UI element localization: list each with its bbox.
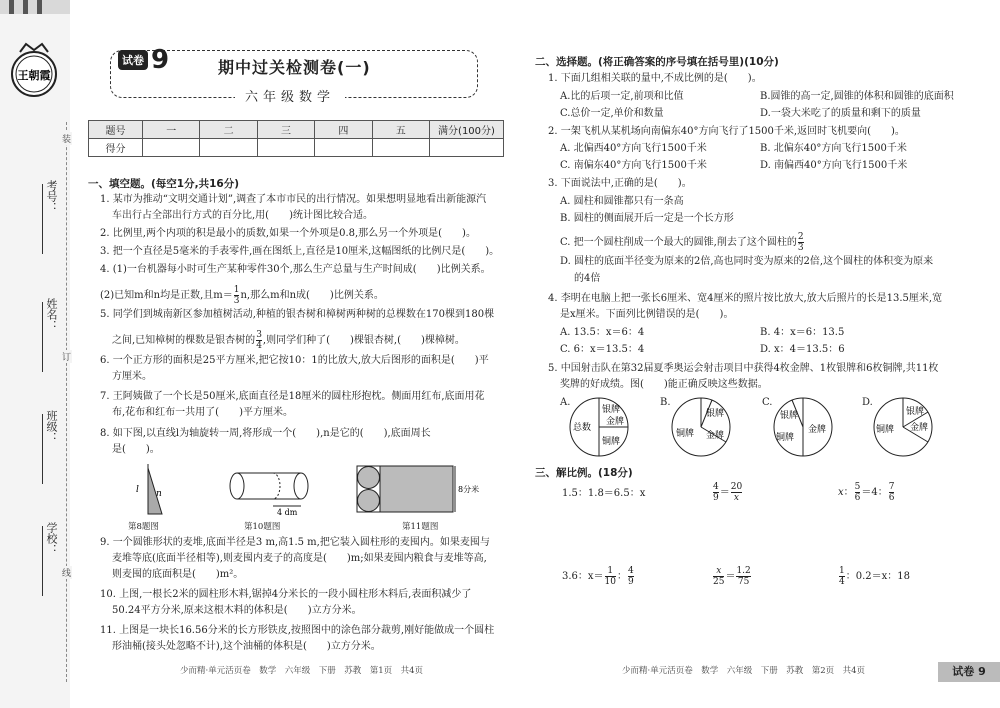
equation-2: $\frac{4}{9}$ ＝ $\frac{20}{x}$: [713, 482, 743, 503]
option[interactable]: A. 13.5：x＝6：4: [560, 327, 645, 338]
question-line: 9. 一个圆锥形状的麦堆,底面半径是3 m,高1.5 m,把它装入圆柱形的麦囤内。如果麦囤与: [100, 537, 490, 548]
caption-fig-11: 第11题图: [402, 522, 439, 532]
question-line: (2)已知m和n均是正数,且m＝ $\frac{1}{3}$ n,那么m和n成( )比例关系。: [100, 285, 384, 306]
svg-text:银牌: 银牌: [906, 407, 925, 417]
option[interactable]: D. x：4＝13.5：6: [760, 344, 845, 355]
pie-chart-c[interactable]: [772, 396, 834, 458]
question-line: 是( )。: [112, 444, 160, 455]
question-line: 50.24平方分米,原来这根木料的体积是( )立方分米。: [112, 605, 362, 616]
equation-4: 3.6：x＝ $\frac{1}{10}$ ： $\frac{4}{9}$: [562, 566, 634, 587]
badge-label: 试卷: [118, 50, 148, 70]
pie-option-letter[interactable]: D.: [862, 397, 873, 408]
question-line: 11. 上图是一块长16.56分米的长方形铁皮,按照图中的涂色部分裁剪,刚好能做成一个圆柱: [100, 625, 495, 636]
score-header-cell: 题号: [89, 121, 143, 139]
field-school[interactable]: 学校：: [36, 522, 59, 596]
question-line: 1. 某市为推动“文明交通计划”,调查了本市市民的出行情况。如果想明显地看出新能源汽: [100, 194, 487, 205]
svg-text:铜牌: 铜牌: [676, 429, 695, 439]
svg-text:银牌: 银牌: [780, 411, 799, 421]
score-header-cell: 满分(100分): [430, 121, 504, 139]
field-class[interactable]: 班级：: [36, 410, 59, 484]
score-cell[interactable]: [315, 139, 372, 157]
pie-chart-a[interactable]: [568, 396, 630, 458]
score-cell[interactable]: [200, 139, 257, 157]
question-line: 2. 比例里,两个内项的积是最小的质数,如果一个外项是0.8,那么另一个外项是( )。: [100, 228, 476, 239]
svg-text:金牌: 金牌: [808, 425, 827, 435]
field-name[interactable]: 姓名：: [36, 298, 59, 372]
corner-badge: 试卷 9: [938, 662, 1000, 682]
question-line: 7. 王阿姨做了一个长是50厘米,底面直径是18厘米的圆柱形抱枕。侧面用红布,底面用花: [100, 391, 485, 402]
question-line: 形油桶(接头处忽略不计),这个油桶的体积是( )立方分米。: [112, 641, 381, 652]
option: 的4倍: [574, 273, 601, 284]
pie-chart-b[interactable]: [670, 396, 732, 458]
option[interactable]: C.总价一定,单价和数量: [560, 108, 664, 119]
option[interactable]: C. 6：x＝13.5：4: [560, 344, 645, 355]
svg-text:铜牌: 铜牌: [776, 433, 795, 443]
svg-text:金牌: 金牌: [706, 431, 725, 441]
question-line: 则麦囤的底面积是( )m²。: [112, 569, 244, 580]
svg-text:银牌: 银牌: [602, 405, 621, 415]
option[interactable]: B.圆锥的高一定,圆锥的体积和圆锥的底面积: [760, 91, 954, 102]
fraction: $\frac{3}{4}$: [256, 330, 262, 351]
equation-3: x： $\frac{5}{6}$ ＝4： $\frac{7}{6}$: [838, 482, 895, 503]
svg-text:总数: 总数: [573, 423, 592, 433]
question-line: 5. 中国射击队在第32届夏季奥运会射击项目中获得4枚金牌、1枚银牌和6枚铜牌,共11枚: [548, 363, 939, 374]
question-line: 布,花布和红布一共用了( )平方厘米。: [112, 407, 293, 418]
score-cell[interactable]: [372, 139, 429, 157]
option[interactable]: C. 南偏东40°方向飞行1500千米: [560, 160, 707, 171]
fraction: $\frac{2}{3}$: [797, 232, 804, 253]
option[interactable]: A. 北偏西40°方向飞行1500千米: [560, 143, 707, 154]
score-header-cell: 一: [143, 121, 200, 139]
section-1-title: 一、填空题。(每空1分,共16分): [88, 178, 240, 190]
equation-1: 1.5：1.8＝6.5：x: [562, 488, 646, 499]
score-header-cell: 四: [315, 121, 372, 139]
cut-mark-1: 装: [61, 132, 72, 145]
option[interactable]: B. 北偏东40°方向飞行1500千米: [760, 143, 907, 154]
label-n: n: [156, 489, 162, 499]
option[interactable]: D.一袋大米吃了的质量和剩下的质量: [760, 108, 921, 119]
question-line: 4. (1)一台机器每小时可生产某种零件30个,那么生产总量与生产时间成( )比例关系。: [100, 264, 491, 275]
option[interactable]: B. 4：x＝6：13.5: [760, 327, 845, 338]
option[interactable]: C. 把一个圆柱削成一个最大的圆锥,削去了这个圆柱的 $\frac{2}{3}$: [560, 232, 804, 253]
figure-11-sheet: [355, 464, 490, 516]
option[interactable]: B. 圆柱的侧面展开后一定是一个长方形: [560, 213, 734, 224]
score-table: [88, 120, 504, 157]
tab-strip: [0, 0, 70, 14]
question-line: 是x厘米。下面列比例错误的是( )。: [560, 309, 734, 320]
question-line: 方厘米。: [112, 371, 152, 382]
figure-8-triangle: [118, 462, 178, 518]
option[interactable]: D. 南偏西40°方向飞行1500千米: [760, 160, 908, 171]
brand-logo: [8, 30, 60, 120]
section-2-title: 二、选择题。(将正确答案的序号填在括号里)(10分): [535, 56, 779, 68]
question-line: 10. 上图,一根长2米的圆柱形木料,锯掉4分米长的一段小圆柱形木料后,表面积减少了: [100, 589, 472, 600]
footer-right: 少而精·单元活页卷 数学 六年级 下册 苏教 第2页 共4页: [622, 666, 866, 676]
label-l: l: [136, 485, 139, 495]
svg-text:银牌: 银牌: [706, 409, 725, 419]
label-4dm: 4 dm: [277, 508, 298, 517]
question-line: 麦堆等底(底面半径相等),则麦囤内麦子的高度是( )m;如果麦囤内粮食与麦堆等高,: [112, 553, 487, 564]
question-line: 5. 同学们到城南新区参加植树活动,种植的银杏树和樟树两种树的总棵数在170棵到180棵: [100, 309, 495, 320]
badge-number: 9: [151, 45, 170, 75]
option[interactable]: A. 圆柱和圆锥都只有一条高: [560, 196, 684, 207]
score-header-cell: 二: [200, 121, 257, 139]
score-cell[interactable]: [257, 139, 314, 157]
caption-fig-8: 第8题图: [128, 522, 159, 532]
question-line: 之间,已知樟树的棵数是银杏树的 $\frac{3}{4}$ ,则同学们种了( )棵银杏树,( )棵樟树。: [112, 330, 465, 351]
label-8dm: 8分米: [458, 485, 480, 494]
figure-10-cylinder: [225, 468, 315, 518]
score-cell[interactable]: [430, 139, 504, 157]
option[interactable]: A.比的后项一定,前项和比值: [560, 91, 684, 102]
caption-fig-10: 第10题图: [244, 522, 281, 532]
score-header-cell: 五: [372, 121, 429, 139]
question-line: 2. 一架飞机从某机场向南偏东40°方向飞行了1500千米,返回时飞机要向( )。: [548, 126, 905, 137]
question-line: 1. 下面几组相关联的量中,不成比例的是( )。: [548, 73, 762, 84]
equation-5: $\frac{x}{25}$ ＝ $\frac{1.2}{75}$: [713, 566, 751, 587]
pie-option-letter[interactable]: B.: [660, 397, 671, 408]
question-line: 4. 李明在电脑上把一张长6厘米、宽4厘米的照片按比放大,放大后照片的长是13.5厘米,宽: [548, 293, 943, 304]
field-exam-number[interactable]: 考号：: [36, 180, 59, 254]
footer-left: 少而精·单元活页卷 数学 六年级 下册 苏教 第1页 共4页: [180, 666, 424, 676]
question-line: 3. 下面说法中,正确的是( )。: [548, 178, 692, 189]
score-cell[interactable]: [143, 139, 200, 157]
question-line: 8. 如下图,以直线l为轴旋转一周,将形成一个( ),n是它的( ),底面周长: [100, 428, 431, 439]
page-subtitle: 六年级数学: [235, 86, 345, 105]
cut-mark-3: 线: [61, 566, 72, 579]
score-row-label: 得分: [89, 139, 143, 157]
section-3-title: 三、解比例。(18分): [535, 467, 633, 479]
option[interactable]: D. 圆柱的底面半径变为原来的2倍,高也同时变为原来的2倍,这个圆柱的体积变为原来: [560, 256, 934, 267]
page-title: 期中过关检测卷(一): [218, 58, 371, 77]
cut-line: [66, 122, 67, 682]
pie-chart-d[interactable]: [872, 396, 934, 458]
question-line: 6. 一个正方形的面积是25平方厘米,把它按10：1的比放大,放大后图形的面积是( )平: [100, 355, 489, 366]
svg-text:铜牌: 铜牌: [602, 437, 621, 447]
question-line: 奖牌的好成绩。图( )能正确反映这些数据。: [560, 379, 768, 390]
svg-text:金牌: 金牌: [606, 417, 625, 427]
cut-mark-2: 订: [61, 350, 72, 363]
exam-badge: [118, 45, 169, 75]
logo-text: 王朝霞: [17, 69, 51, 82]
question-line: 车出行占全部出行方式的百分比,用( )统计图比较合适。: [112, 210, 373, 221]
score-header-cell: 三: [257, 121, 314, 139]
question-line: 3. 把一个直径是5毫米的手表零件,画在图纸上,直径是10厘米,这幅图纸的比例尺是( )。: [100, 246, 500, 257]
svg-text:金牌: 金牌: [910, 423, 929, 433]
fraction: $\frac{1}{3}$: [233, 285, 240, 306]
pie-option-letter[interactable]: A.: [560, 397, 571, 408]
pie-option-letter[interactable]: C.: [762, 397, 773, 408]
equation-6: $\frac{1}{4}$ ：0.2＝x：18: [839, 566, 911, 587]
svg-text:铜牌: 铜牌: [876, 425, 895, 435]
